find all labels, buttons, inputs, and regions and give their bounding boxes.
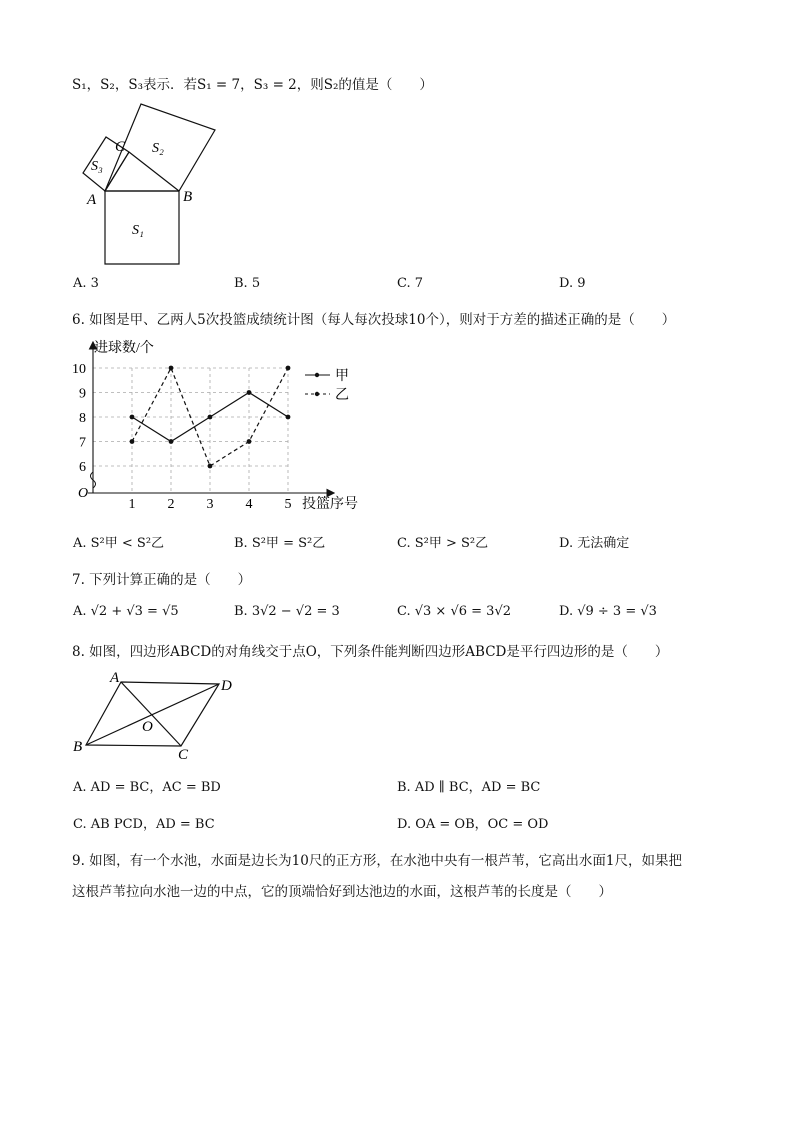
label-s1: S₁ xyxy=(132,223,144,238)
q6-option-a: A. S²甲 < S²乙 xyxy=(73,536,165,551)
q6-stem: 6. 如图是甲、乙两人5次投篮成绩统计图（每人每次投球10个），则对于方差的描述正确的是（ ） xyxy=(72,312,676,328)
diagonal-bd xyxy=(86,684,219,745)
x-tick-label-5: 5 xyxy=(284,497,292,512)
legend-label-jia: 甲 xyxy=(335,369,349,384)
legend-marker-jia xyxy=(315,373,319,377)
q7-option-a: A. √2 + √3 = √5 xyxy=(73,604,179,619)
q7-stem: 7. 下列计算正确的是（ ） xyxy=(72,572,252,588)
point-jia-3 xyxy=(208,415,213,420)
origin-label: O xyxy=(78,486,89,501)
y-tick-label-10: 10 xyxy=(72,362,86,377)
q8-option-b: B. AD ∥ BC，AD = BC xyxy=(397,780,541,795)
triangle-side-cb xyxy=(129,152,179,191)
label-c: C xyxy=(178,747,189,763)
point-jia-1 xyxy=(130,415,135,420)
x-tick-label-4: 4 xyxy=(245,497,253,512)
point-jia-4 xyxy=(247,390,252,395)
x-axis-label: 投篮序号 xyxy=(302,497,358,512)
q6-option-c: C. S²甲 > S²乙 xyxy=(397,536,489,551)
legend-label-yi: 乙 xyxy=(335,388,349,403)
q8-stem: 8. 如图，四边形ABCD的对角线交于点O，下列条件能判断四边形ABCD是平行四边形的是（ ） xyxy=(72,644,669,660)
q6-line-chart xyxy=(68,338,368,518)
y-axis-label: 进球数/个 xyxy=(94,341,154,356)
q8-option-a: A. AD = BC，AC = BD xyxy=(73,780,221,795)
q5-option-b: B. 5 xyxy=(234,276,261,291)
y-tick-label-7: 7 xyxy=(79,435,86,451)
x-tick-label-2: 2 xyxy=(167,497,175,512)
x-tick-label-1: 1 xyxy=(128,497,136,512)
q6-option-d: D. 无法确定 xyxy=(559,536,630,551)
q6-option-b: B. S²甲 = S²乙 xyxy=(234,536,326,551)
q8-figure xyxy=(68,668,248,768)
q8-option-d: D. OA = OB，OC = OD xyxy=(397,817,549,832)
q5-option-d: D. 9 xyxy=(559,276,586,291)
label-b: B xyxy=(183,189,193,205)
diagonal-ac xyxy=(121,682,181,746)
triangle-side-ac xyxy=(105,152,129,191)
q7-option-d: D. √9 ÷ 3 = √3 xyxy=(559,604,657,619)
label-o: O xyxy=(142,719,153,735)
point-yi-3 xyxy=(208,464,213,469)
label-s3: S₃ xyxy=(91,159,103,174)
label-a: A xyxy=(87,192,97,208)
label-a: A xyxy=(110,670,120,686)
point-yi-2 xyxy=(169,366,174,371)
q5-figure xyxy=(70,100,230,270)
q9-line-1: 9. 如图，有一个水池，水面是边长为10尺的正方形，在水池中央有一根芦苇，它高出水面1尺，如果把 xyxy=(72,853,682,869)
y-tick-label-9: 9 xyxy=(79,386,86,402)
q9-line-2: 这根芦苇拉向水池一边的中点，它的顶端恰好到达池边的水面，这根芦苇的长度是（ ） xyxy=(72,884,612,900)
point-yi-4 xyxy=(247,439,252,444)
q7-option-c: C. √3 × √6 = 3√2 xyxy=(397,604,511,619)
label-b: B xyxy=(73,739,83,755)
label-c: C xyxy=(115,139,126,155)
point-jia-5 xyxy=(286,415,291,420)
point-yi-1 xyxy=(130,439,135,444)
legend-marker-yi xyxy=(315,392,319,396)
q5-option-c: C. 7 xyxy=(397,276,424,291)
q5-option-a: A. 3 xyxy=(73,276,99,291)
point-jia-2 xyxy=(169,439,174,444)
q7-option-b: B. 3√2 − √2 = 3 xyxy=(234,604,340,619)
q5-stem: S₁，S₂，S₃表示．若S₁ = 7，S₃ = 2，则S₂的值是（ ） xyxy=(72,77,433,93)
label-s2: S₂ xyxy=(152,141,164,156)
x-tick-label-3: 3 xyxy=(206,497,214,512)
y-tick-label-6: 6 xyxy=(79,460,86,475)
y-tick-label-8: 8 xyxy=(79,411,86,426)
point-yi-5 xyxy=(286,366,291,371)
q8-option-c: C. AB PCD，AD = BC xyxy=(73,817,215,832)
label-d: D xyxy=(221,678,232,694)
